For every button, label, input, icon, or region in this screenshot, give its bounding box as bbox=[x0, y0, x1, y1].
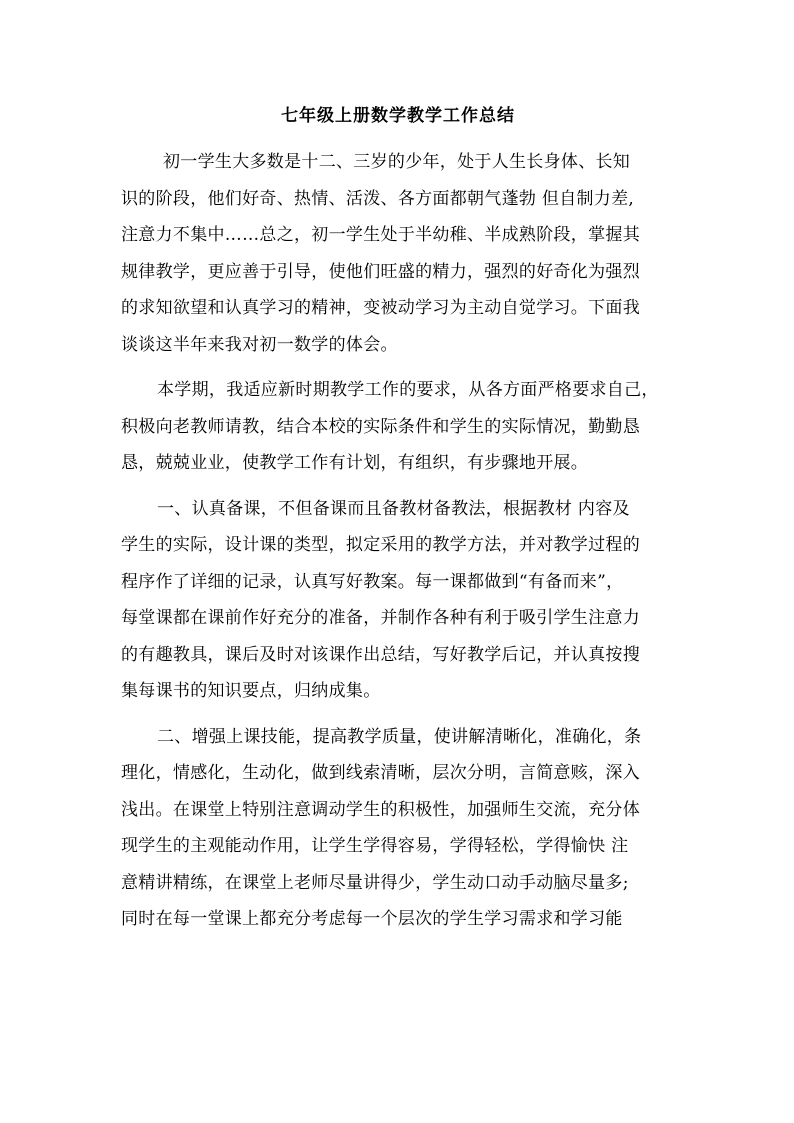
paragraph-line: 谈谈这半年来我对初一数学的体会。 bbox=[121, 334, 398, 355]
paragraph-line: 同时在每一堂课上都充分考虑每一个层次的学生学习需求和学习能 bbox=[121, 909, 623, 929]
paragraph-2 bbox=[121, 372, 681, 482]
paragraph-3 bbox=[121, 491, 681, 710]
document-body bbox=[121, 144, 681, 938]
paragraph-line: 初一学生大多数是十二、三岁的少年，处于人生长身体、长知 bbox=[163, 152, 631, 172]
paragraph-line: 学生的实际，设计课的类型，拟定采用的教学方法，并对教学过程的 bbox=[121, 535, 640, 555]
paragraph-line: 积极向老教师请教，结合本校的实际条件和学生的实际情况，勤勤恳 bbox=[121, 416, 640, 437]
paragraph-4 bbox=[121, 719, 681, 938]
paragraph-line: 意精讲精练，在课堂上老师尽量讲得少，学生动口动手动脑尽量多; bbox=[121, 872, 629, 893]
paragraph-line: 的求知欲望和认真学习的精神，变被动学习为主动自觉学习。下面我 bbox=[121, 298, 640, 318]
paragraph-line: 规律教学，更应善于引导，使他们旺盛的精力，强烈的好奇化为强烈 bbox=[121, 261, 640, 282]
paragraph-line: 现学生的主观能动作用，让学生学得容易，学得轻松，学得愉快 注 bbox=[121, 836, 629, 856]
paragraph-line: 理化，情感化，生动化，做到线索清晰，层次分明，言简意赅，深入 bbox=[121, 763, 640, 783]
paragraph-line: 本学期，我适应新时期教学工作的要求，从各方面严格要求自己， bbox=[157, 380, 659, 400]
paragraph-line: 集每课书的知识要点，归纳成集。 bbox=[121, 681, 381, 701]
paragraph-line: 每堂课都在课前作好充分的准备，并制作各种有利于吸引学生注意力 bbox=[121, 608, 640, 628]
paragraph-1 bbox=[121, 144, 681, 363]
paragraph-line: 一、认真备课，不但备课而且备教材备教法，根据教材 内容及 bbox=[157, 498, 630, 519]
paragraph-line: 程序作了详细的记录，认真写好教案。每一课都做到“有备而来”， bbox=[121, 571, 624, 592]
paragraph-line: 浅出。在课堂上特别注意调动学生的积极性，加强师生交流，充分体 bbox=[121, 799, 640, 820]
paragraph-line: 识的阶段，他们好奇、热情、活泼、各方面都朝气蓬勃 但自制力差, bbox=[121, 188, 635, 209]
document-title: 七年级上册数学教学工作总结 bbox=[281, 106, 515, 126]
paragraph-line: 二、增强上课技能，提高教学质量，使讲解清晰化，准确化，条 bbox=[157, 726, 642, 747]
paragraph-line: 注意力不集中……总之，初一学生处于半幼稚、半成熟阶段，掌握其 bbox=[121, 225, 640, 245]
paragraph-line: 恳，兢兢业业，使教学工作有计划，有组织，有步骤地开展。 bbox=[121, 453, 589, 473]
paragraph-line: 的有趣教具，课后及时对该课作出总结，写好教学后记，并认真按搜 bbox=[121, 644, 640, 665]
